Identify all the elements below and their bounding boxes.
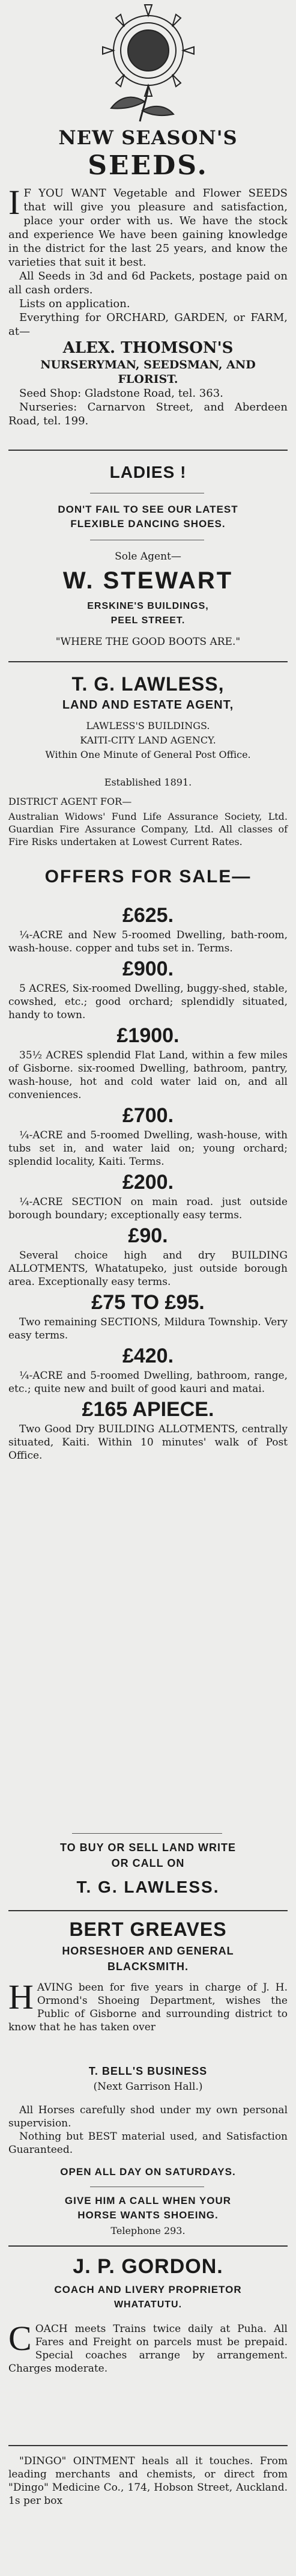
greaves-line-2: Nothing but BEST material used, and Satisfaction Guaranteed. <box>8 2131 288 2156</box>
lawless-district: DISTRICT AGENT FOR— <box>8 796 132 807</box>
listing-item <box>8 957 288 1022</box>
lawless-name: T. G. LAWLESS, <box>71 673 225 695</box>
gordon-body: OACH meets Trains twice daily at Puha. All Fares and Freight on parcels must be prepaid. Special coaches arrange by arrangement. Charges moderate. <box>8 2323 288 2375</box>
stewart-line-2: FLEXIBLE DANCING SHOES. <box>70 518 226 530</box>
listing-price: £165 APIECE. <box>82 1398 214 1421</box>
listing-item <box>8 1224 288 1289</box>
greaves-next-to: (Next Garrison Hall.) <box>93 2081 203 2093</box>
listing-text: ¼-ACRE and 5-roomed Dwelling, bathroom, range, etc.; quite new and built of good kauri and matai. <box>8 1370 288 1395</box>
seeds-name: ALEX. THOMSON'S <box>62 339 234 357</box>
lawless-closing-2: OR CALL ON <box>111 1857 185 1869</box>
listing-text: ¼-ACRE SECTION on main road. just outside borough boundary; exceptionally easy terms. <box>8 1196 288 1221</box>
greaves-call-1: GIVE HIM A CALL WHEN YOUR <box>64 2195 232 2206</box>
listing-price: £75 TO £95. <box>91 1291 205 1314</box>
seeds-body: F YOU WANT Vegetable and Flower SEEDS that will give you pleasure and satisfaction, place your order with us. We have the stock and experience We have been gaining knowledge in the district for the last 25 years, and know the varieties that suit it best. <box>8 187 288 269</box>
dingo-body: "DINGO" OINTMENT heals all it touches. From leading merchants and chemists, or direct from "Dingo" Medicine Co., 174, Hobson Street, Auckland. 1s per box <box>8 2455 288 2507</box>
listing-text: 5 ACRES, Six-roomed Dwelling, buggy-shed, stable, cowshed, etc.; good orchard; splendidly situated, handy to town. <box>8 983 288 1021</box>
greaves-telephone: Telephone 293. <box>110 2225 186 2236</box>
sunflower-icon <box>82 2 214 123</box>
greaves-body-block <box>8 1977 288 2034</box>
stewart-name: W. STEWART <box>62 567 234 594</box>
greaves-body: AVING been for five years in charge of J. H. Ormond's Shoeing Department, wishes the Public of Gisborne and surrounding district to know that he has taken over <box>8 1982 288 2033</box>
divider <box>8 2245 288 2247</box>
divider <box>8 450 288 451</box>
gordon-dropcap: C <box>8 2319 32 2358</box>
seeds-heading-2: SEEDS. <box>88 150 208 181</box>
listing-item <box>8 1291 288 1342</box>
divider <box>72 1833 222 1834</box>
seeds-line-3: Everything for ORCHARD, GARDEN, or FARM, at— <box>8 311 288 338</box>
listing-text: Several choice high and dry BUILDING ALLOTMENTS, Whatatupeko, just outside borough area. Exceptionally easy terms. <box>8 1250 288 1288</box>
listing-item <box>8 1024 288 1102</box>
stewart-addr-2: PEEL STREET. <box>110 615 186 626</box>
lawless-building: LAWLESS'S BUILDINGS. <box>86 720 210 731</box>
listing-price: £1900. <box>116 1024 180 1047</box>
greaves-line-1: All Horses carefully shod under my own personal supervision. <box>8 2104 288 2129</box>
lawless-closing-1: TO BUY OR SELL LAND WRITE <box>59 1842 236 1854</box>
stewart-addr-1: ERSKINE'S BUILDINGS, <box>87 601 209 611</box>
listing-price: £700. <box>122 1104 174 1127</box>
seeds-line-2: Lists on application. <box>19 298 130 310</box>
greaves-business: T. BELL'S BUSINESS <box>88 2065 208 2077</box>
listing-text: Two Good Dry BUILDING ALLOTMENTS, centrally situated, Kaiti. Within 10 minutes' walk of Post Office. <box>8 1423 288 1462</box>
seeds-body-block <box>8 183 288 428</box>
listing-item <box>8 1171 288 1222</box>
gordon-body-block <box>8 2319 288 2375</box>
greaves-name: BERT GREAVES <box>69 1918 227 1940</box>
greaves-trade-2: BLACKSMITH. <box>107 1961 189 1973</box>
offers-heading: OFFERS FOR SALE— <box>44 867 252 887</box>
ladies-heading: LADIES ! <box>109 463 187 481</box>
seeds-line-1: All Seeds in 3d and 6d Packets, postage paid on all cash orders. <box>8 270 288 296</box>
lawless-agency-body: Australian Widows' Fund Life Assurance Society, Ltd. Guardian Fire Assurance Company, Ltd. All classes of Fire Risks undertaken at Lowest Current Rates. <box>8 811 288 847</box>
listing-price: £625. <box>122 904 174 927</box>
greaves-trade-1: HORSESHOER AND GENERAL <box>62 1945 234 1957</box>
listing-price: £90. <box>128 1224 168 1247</box>
seeds-trade: NURSERYMAN, SEEDSMAN, AND FLORIST. <box>40 358 256 386</box>
listing-text: ¼-ACRE and 5-roomed Dwelling, wash-house, with tubs set in, and water laid on; young orchard; splendid locality, Kaiti. Terms. <box>8 1129 288 1168</box>
listings <box>8 902 288 1462</box>
listing-text: Two remaining SECTIONS, Mildura Township. Very easy terms. <box>8 1316 288 1341</box>
lawless-title: LAND AND ESTATE AGENT, <box>62 698 234 712</box>
greaves-details <box>8 2104 288 2156</box>
listing-item <box>8 1344 288 1396</box>
listing-price: £200. <box>122 1171 174 1194</box>
listing-text: ¼-ACRE and New 5-roomed Dwelling, bath-room, wash-house. copper and tubs set in. Terms. <box>8 929 288 954</box>
stewart-slogan: "WHERE THE GOOD BOOTS ARE." <box>55 636 241 648</box>
seeds-heading-1: NEW SEASON'S <box>58 126 238 149</box>
greaves-hours: OPEN ALL DAY ON SATURDAYS. <box>60 2166 236 2178</box>
seeds-dropcap: I <box>8 183 20 222</box>
divider <box>8 1910 288 1911</box>
listing-item <box>8 904 288 955</box>
sunflower-illustration <box>8 2 288 125</box>
gordon-place: WHATATUTU. <box>113 2300 183 2310</box>
listing-item <box>8 1398 288 1462</box>
gordon-trade: COACH AND LIVERY PROPRIETOR <box>54 2284 242 2295</box>
sole-agent-label: Sole Agent— <box>115 551 181 563</box>
lawless-location: Within One Minute of General Post Office. <box>45 749 251 760</box>
listing-price: £420. <box>122 1344 174 1367</box>
listing-text: 35½ ACRES splendid Flat Land, within a few miles of Gisborne. six-roomed Dwelling, bathroom, pantry, wash-house, hot and cold water laid on, and all conveniences. <box>8 1049 288 1101</box>
seeds-addr-1: Seed Shop: Gladstone Road, tel. 363. <box>19 387 223 400</box>
divider <box>8 2445 288 2446</box>
greaves-dropcap: H <box>8 1977 34 2016</box>
divider <box>8 661 288 662</box>
stewart-line-1: DON'T FAIL TO SEE OUR LATEST <box>58 504 238 515</box>
listing-price: £900. <box>122 957 174 980</box>
lawless-established: Established 1891. <box>104 777 192 788</box>
lawless-agency: KAITI-CITY LAND AGENCY. <box>80 734 216 746</box>
seeds-addr-2: Nurseries: Carnarvon Street, and Aberdeen Road, tel. 199. <box>8 401 288 427</box>
greaves-call-2: HORSE WANTS SHOEING. <box>77 2209 219 2221</box>
gordon-name: J. P. GORDON. <box>73 2255 223 2278</box>
listing-item <box>8 1104 288 1168</box>
dingo-block <box>8 2455 288 2507</box>
lawless-closing-name: T. G. LAWLESS. <box>76 1878 220 1896</box>
